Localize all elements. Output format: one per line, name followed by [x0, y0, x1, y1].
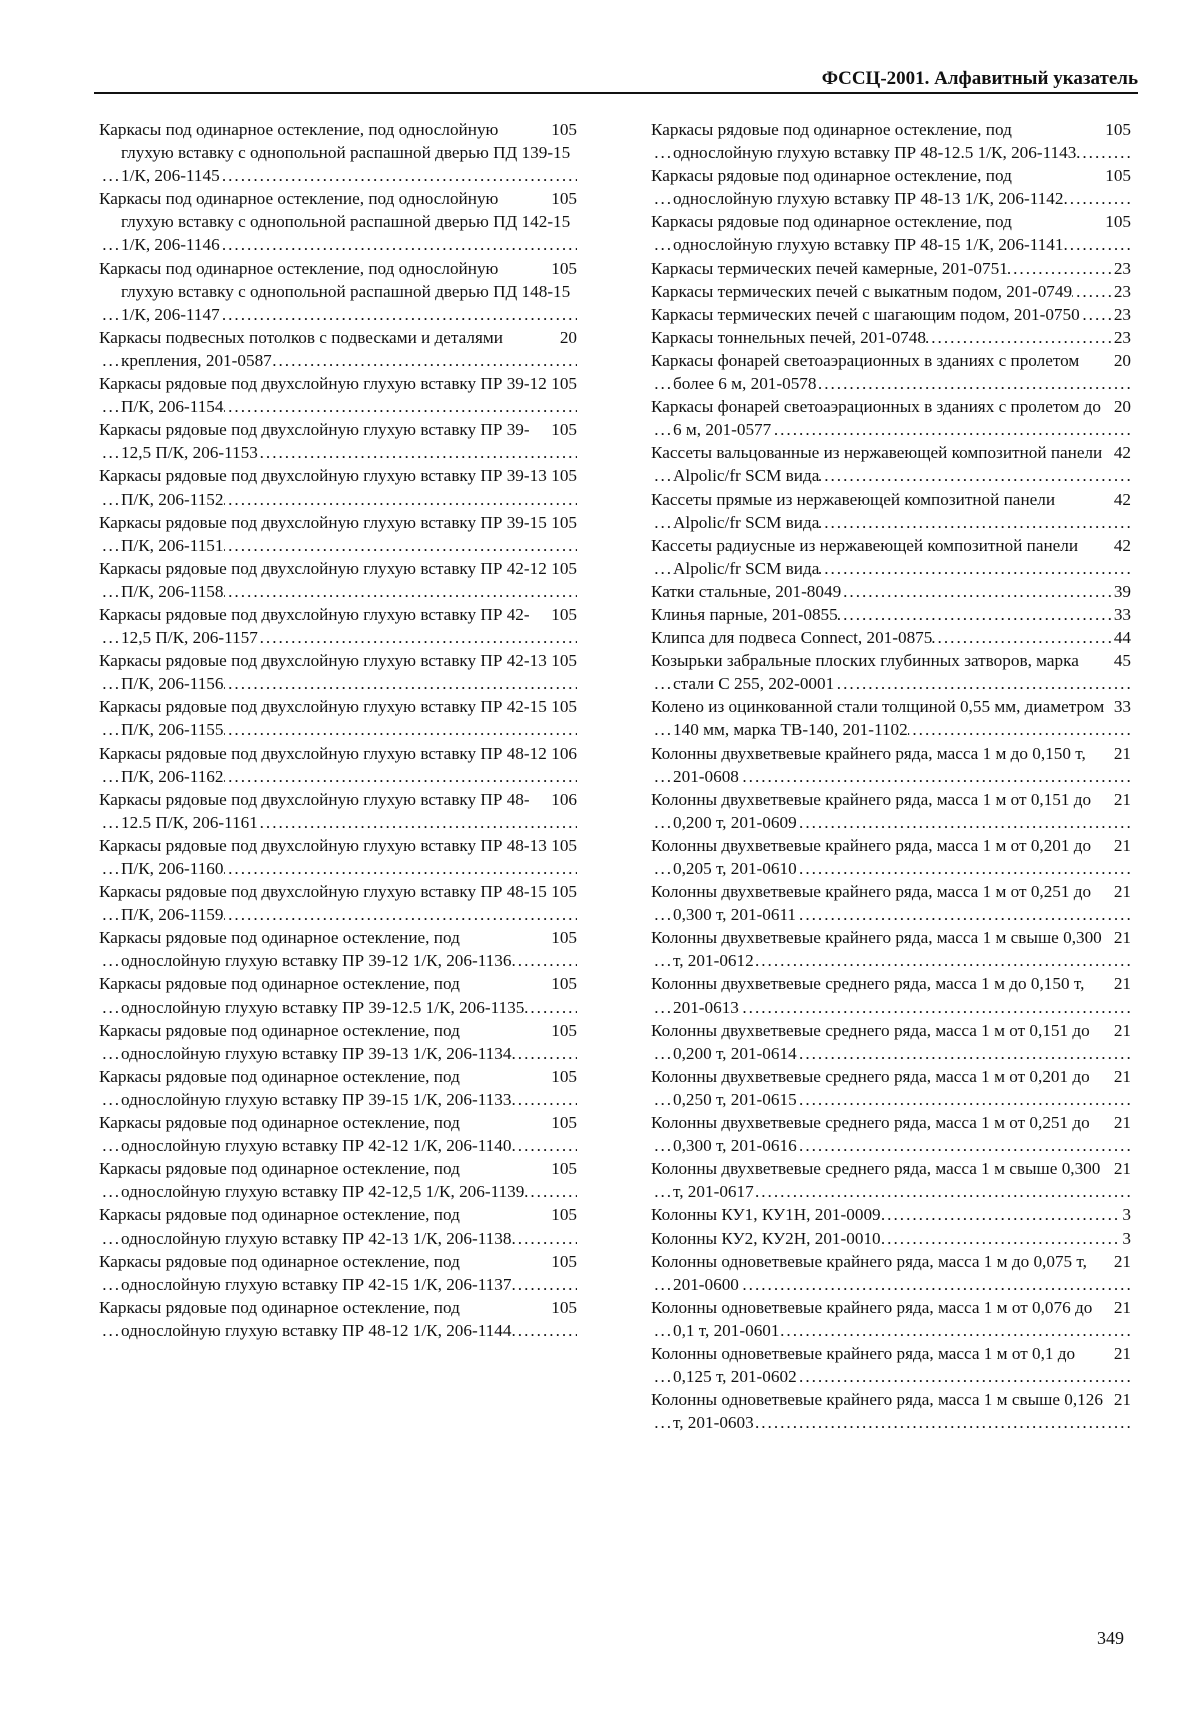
index-page-ref: 45 — [1112, 649, 1131, 672]
index-entry — [99, 557, 577, 603]
index-entry-text: Каркасы рядовые под двухслойную глухую вставку ПР 48-15 П/К, 206-1159 — [99, 882, 547, 925]
index-entry — [99, 372, 577, 418]
index-page-ref: 105 — [1103, 210, 1131, 233]
index-entry — [651, 349, 1131, 395]
index-page-ref: 105 — [549, 418, 577, 441]
index-page-ref: 105 — [549, 511, 577, 534]
index-entry — [99, 603, 577, 649]
index-entry — [651, 580, 1131, 603]
index-entry — [99, 880, 577, 926]
index-entry-text: Колонны двухветвевые крайнего ряда, масса 1 м от 0,151 до 0,200 т, 201-0609 — [651, 789, 1092, 832]
index-entry-text: Кассеты вальцованные из нержавеющей композитной панели Alpolic/fr SCM вида — [651, 443, 1103, 486]
index-page-ref: 23 — [1112, 303, 1131, 326]
index-page-ref: 105 — [549, 880, 577, 903]
index-entry — [99, 1296, 577, 1342]
index-page-ref: 105 — [549, 118, 577, 141]
index-entry-text: Каркасы тоннельных печей, 201-0748 — [651, 327, 926, 347]
index-page-ref: 105 — [549, 695, 577, 718]
index-entry-text: Колонны двухветвевые среднего ряда, масса 1 м от 0,151 до 0,200 т, 201-0614 — [651, 1020, 1090, 1063]
index-page-ref: 105 — [549, 926, 577, 949]
index-page-ref: 21 — [1112, 742, 1131, 765]
index-entry-text: Колонны КУ2, КУ2Н, 201-0010 — [651, 1228, 881, 1248]
index-entry-text: Каркасы под одинарное остекление, под однослойную глухую вставку с однопольной распашной дверью ПД 142-15 1/К, 206-1146 — [99, 189, 571, 255]
index-entry-text: Колонны одноветвевые крайнего ряда, масса 1 м до 0,075 т, 201-0600 — [651, 1251, 1087, 1294]
index-entry — [651, 880, 1131, 926]
index-page-ref: 105 — [1103, 118, 1131, 141]
index-entry-text: Колонны КУ1, КУ1Н, 201-0009 — [651, 1205, 881, 1225]
index-column-left — [99, 118, 577, 1342]
index-entry-text: Клинья парные, 201-0855 — [651, 604, 838, 624]
index-entry-text: Каркасы рядовые под двухслойную глухую вставку ПР 39-13 П/К, 206-1152 — [99, 466, 547, 509]
index-page-ref: 105 — [549, 1111, 577, 1134]
index-page-ref: 21 — [1112, 1250, 1131, 1273]
index-page-ref: 21 — [1112, 788, 1131, 811]
index-page-ref: 105 — [549, 649, 577, 672]
index-entry-text: Каркасы рядовые под одинарное остекление, под однослойную глухую вставку ПР 48-12.5 1/К, 206-1143 — [651, 120, 1077, 163]
index-entry — [651, 1388, 1131, 1434]
index-page-ref: 105 — [549, 464, 577, 487]
index-entry — [651, 210, 1131, 256]
index-entry — [651, 972, 1131, 1018]
index-entry — [651, 834, 1131, 880]
index-entry — [99, 788, 577, 834]
index-page-ref: 20 — [1112, 349, 1131, 372]
index-entry-text: Каркасы рядовые под двухслойную глухую вставку ПР 42-12,5 П/К, 206-1157 — [99, 604, 530, 648]
index-entry-text: Колонны двухветвевые крайнего ряда, масса 1 м от 0,251 до 0,300 т, 201-0611 — [651, 882, 1092, 925]
index-entry-text: Козырьки забральные плоских глубинных затворов, марка стали С 255, 202-0001 — [651, 651, 1079, 694]
index-entry-text: Каркасы рядовые под одинарное остекление, под однослойную глухую вставку ПР 39-12.5 1/К, 206-1135 — [99, 974, 525, 1017]
index-entry-text: Колонны двухветвевые крайнего ряда, масса 1 м свыше 0,300 т, 201-0612 — [651, 928, 1102, 971]
index-entry-text: Каркасы под одинарное остекление, под однослойную глухую вставку с однопольной распашной дверью ПД 139-15 1/К, 206-1145 — [99, 120, 571, 186]
index-page-ref: 105 — [549, 1296, 577, 1319]
index-entry-text: Каркасы рядовые под двухслойную глухую вставку ПР 39-12,5 П/К, 206-1153 — [99, 420, 530, 463]
index-entry-text: Каркасы рядовые под двухслойную глухую вставку ПР 48-12.5 П/К, 206-1161 — [99, 789, 530, 832]
index-entry-text: Каркасы рядовые под одинарное остекление, под однослойную глухую вставку ПР 48-13 1/К, 206-1142 — [651, 166, 1064, 209]
index-page-ref: 21 — [1112, 1296, 1131, 1319]
index-entry — [651, 1065, 1131, 1111]
index-entry-text: Каркасы рядовые под одинарное остекление, под однослойную глухую вставку ПР 48-15 1/К, 206-1141 — [651, 212, 1064, 255]
page-number: 349 — [1097, 1628, 1124, 1648]
index-entry-text: Кассеты прямые из нержавеющей композитной панели Alpolic/fr SCM вида — [651, 489, 1056, 532]
index-page-ref: 21 — [1112, 1111, 1131, 1134]
index-entry — [651, 742, 1131, 788]
index-page-ref: 20 — [1112, 395, 1131, 418]
index-entry-text: Каркасы подвесных потолков с подвесками и деталями крепления, 201-0587 — [99, 327, 503, 370]
index-entry — [651, 395, 1131, 441]
index-entry — [651, 441, 1131, 487]
index-entry — [651, 603, 1131, 626]
index-entry — [651, 1296, 1131, 1342]
index-page-ref: 105 — [549, 557, 577, 580]
index-page-ref: 21 — [1112, 972, 1131, 995]
index-entry — [651, 534, 1131, 580]
index-page-ref: 33 — [1112, 603, 1131, 626]
index-entry — [651, 1342, 1131, 1388]
index-page-ref: 42 — [1112, 441, 1131, 464]
index-entry-text: Колонны двухветвевые крайнего ряда, масса 1 м до 0,150 т, 201-0608 — [651, 743, 1086, 786]
index-entry — [99, 1111, 577, 1157]
index-entry-text: Каркасы рядовые под двухслойную глухую вставку ПР 39-12 П/К, 206-1154 — [99, 374, 547, 417]
index-entry — [651, 926, 1131, 972]
index-entry-text: Каркасы фонарей светоаэрационных в зданиях с пролетом до 6 м, 201-0577 — [651, 397, 1101, 440]
running-header — [94, 66, 1138, 94]
index-page-ref: 21 — [1112, 1019, 1131, 1042]
index-page-ref: 21 — [1112, 926, 1131, 949]
index-entry-text: Каркасы рядовые под двухслойную глухую вставку ПР 42-13 П/К, 206-1156 — [99, 651, 547, 694]
index-entry-text: Каркасы под одинарное остекление, под однослойную глухую вставку с однопольной распашной дверью ПД 148-15 1/К, 206-1147 — [99, 258, 571, 324]
index-entry — [99, 649, 577, 695]
index-page-ref: 3 — [1120, 1203, 1131, 1226]
index-page-ref: 105 — [549, 1065, 577, 1088]
index-page-ref: 20 — [558, 326, 577, 349]
index-page-ref: 105 — [549, 972, 577, 995]
index-entry-text: Колонны двухветвевые крайнего ряда, масса 1 м от 0,201 до 0,205 т, 201-0610 — [651, 835, 1092, 878]
index-entry-text: Каркасы рядовые под двухслойную глухую вставку ПР 48-13 П/К, 206-1160 — [99, 835, 547, 878]
index-entry-text: Колонны двухветвевые среднего ряда, масса 1 м до 0,150 т, 201-0613 — [651, 974, 1085, 1017]
index-page-ref: 105 — [549, 1157, 577, 1180]
index-entry-text: Каркасы фонарей светоаэрационных в зданиях с пролетом более 6 м, 201-0578 — [651, 350, 1080, 394]
index-entry — [99, 511, 577, 557]
index-entry-text: Кассеты радиусные из нержавеющей композитной панели Alpolic/fr SCM вида — [651, 535, 1079, 578]
index-entry-text: Каркасы рядовые под одинарное остекление, под однослойную глухую вставку ПР 48-12 1/К, 206-1144 — [99, 1297, 512, 1340]
index-entry — [651, 488, 1131, 534]
index-entry-text: Каркасы рядовые под одинарное остекление, под однослойную глухую вставку ПР 39-15 1/К, 206-1133 — [99, 1066, 512, 1109]
index-page-ref: 21 — [1112, 1388, 1131, 1411]
index-entry-text: Каркасы рядовые под одинарное остекление, под однослойную глухую вставку ПР 42-12 1/К, 206-1140 — [99, 1113, 512, 1156]
index-column-right — [651, 118, 1131, 1434]
index-page-ref: 105 — [1103, 164, 1131, 187]
index-entry-text: Катки стальные, 201-8049 — [651, 581, 842, 601]
index-entry-text: Каркасы рядовые под одинарное остекление, под однослойную глухую вставку ПР 42-13 1/К, 206-1138 — [99, 1205, 512, 1248]
index-entry-text: Каркасы рядовые под одинарное остекление, под однослойную глухую вставку ПР 39-12 1/К, 206-1136 — [99, 928, 512, 971]
index-entry-text: Каркасы рядовые под одинарное остекление, под однослойную глухую вставку ПР 42-15 1/К, 206-1137 — [99, 1251, 512, 1294]
index-entry — [99, 972, 577, 1018]
index-entry-text: Колонны двухветвевые среднего ряда, масса 1 м свыше 0,300 т, 201-0617 — [651, 1159, 1101, 1202]
index-entry — [99, 1065, 577, 1111]
index-entry — [651, 257, 1131, 280]
index-page-ref: 105 — [549, 834, 577, 857]
index-entry-text: Каркасы рядовые под двухслойную глухую вставку ПР 39-15 П/К, 206-1151 — [99, 512, 547, 555]
index-entry — [99, 418, 577, 464]
index-entry — [99, 1250, 577, 1296]
index-entry — [99, 326, 577, 372]
index-entry — [651, 1203, 1131, 1226]
index-entry — [99, 1019, 577, 1065]
index-page-ref: 105 — [549, 1019, 577, 1042]
index-page-ref: 106 — [549, 742, 577, 765]
index-page-ref: 21 — [1112, 1342, 1131, 1365]
index-entry-text: Клипса для подвеса Connect, 201-0875 — [651, 628, 933, 648]
index-page-ref: 23 — [1112, 257, 1131, 280]
index-entry-text: Колонны одноветвевые крайнего ряда, масса 1 м от 0,1 до 0,125 т, 201-0602 — [651, 1343, 1076, 1387]
index-entry-text: Колено из оцинкованной стали толщиной 0,55 мм, диаметром 140 мм, марка ТВ-140, 201-1102 — [651, 697, 1105, 740]
index-page-ref: 21 — [1112, 1157, 1131, 1180]
index-page-ref: 105 — [549, 372, 577, 395]
index-page-ref: 105 — [549, 257, 577, 280]
index-entry-text: Колонны двухветвевые среднего ряда, масса 1 м от 0,251 до 0,300 т, 201-0616 — [651, 1113, 1090, 1156]
index-entry — [99, 1203, 577, 1249]
index-entry-text: Каркасы рядовые под двухслойную глухую вставку ПР 42-12 П/К, 206-1158 — [99, 558, 547, 601]
index-entry — [99, 742, 577, 788]
index-page-ref: 42 — [1112, 534, 1131, 557]
index-entry — [651, 303, 1131, 326]
index-page-ref: 3 — [1120, 1227, 1131, 1250]
index-page-ref: 33 — [1112, 695, 1131, 718]
index-entry — [651, 164, 1131, 210]
index-page-ref: 44 — [1112, 626, 1131, 649]
index-page-ref: 105 — [549, 603, 577, 626]
index-page-ref: 106 — [549, 788, 577, 811]
index-page-ref: 21 — [1112, 880, 1131, 903]
index-entry-text: Каркасы рядовые под двухслойную глухую вставку ПР 48-12 П/К, 206-1162 — [99, 743, 547, 786]
index-entry — [651, 280, 1131, 303]
index-entry — [651, 626, 1131, 649]
index-entry — [651, 1019, 1131, 1065]
index-entry-text: Каркасы термических печей с выкатным подом, 201-0749 — [651, 281, 1073, 301]
index-entry — [99, 834, 577, 880]
index-entry — [651, 1111, 1131, 1157]
index-page-ref: 42 — [1112, 488, 1131, 511]
index-entry — [99, 926, 577, 972]
index-entry — [99, 1157, 577, 1203]
index-entry-text: Каркасы рядовые под одинарное остекление, под однослойную глухую вставку ПР 42-12,5 1/К, 206-1139 — [99, 1159, 525, 1202]
index-page-ref: 105 — [549, 1250, 577, 1273]
index-page-ref: 105 — [549, 1203, 577, 1226]
index-entry — [651, 695, 1131, 741]
index-entry-text: Каркасы рядовые под двухслойную глухую вставку ПР 42-15 П/К, 206-1155 — [99, 697, 547, 740]
index-entry-text: Колонны одноветвевые крайнего ряда, масса 1 м от 0,076 до 0,1 т, 201-0601 — [651, 1297, 1093, 1340]
index-page-ref: 23 — [1112, 326, 1131, 349]
index-entry — [651, 788, 1131, 834]
index-entry-text: Каркасы термических печей камерные, 201-0751 — [651, 258, 1008, 278]
index-entry — [99, 464, 577, 510]
index-page-ref: 39 — [1112, 580, 1131, 603]
index-entry — [651, 649, 1131, 695]
index-entry — [99, 118, 577, 187]
index-entry-text: Колонны одноветвевые крайнего ряда, масса 1 м свыше 0,126 т, 201-0603 — [651, 1390, 1103, 1433]
index-page-ref: 21 — [1112, 1065, 1131, 1088]
index-entry-text: Каркасы рядовые под одинарное остекление, под однослойную глухую вставку ПР 39-13 1/К, 206-1134 — [99, 1020, 512, 1063]
index-page-ref: 105 — [549, 187, 577, 210]
index-entry — [99, 187, 577, 256]
index-entry-text: Колонны двухветвевые среднего ряда, масса 1 м от 0,201 до 0,250 т, 201-0615 — [651, 1066, 1090, 1109]
index-page-ref: 23 — [1112, 280, 1131, 303]
index-entry — [651, 326, 1131, 349]
index-entry — [651, 1250, 1131, 1296]
index-entry — [651, 1227, 1131, 1250]
header-title: ФССЦ-2001. Алфавитный указатель — [821, 68, 1138, 89]
index-entry — [651, 118, 1131, 164]
index-page-ref: 21 — [1112, 834, 1131, 857]
index-entry-text: Каркасы термических печей с шагающим подом, 201-0750 — [651, 304, 1080, 324]
index-entry — [99, 695, 577, 741]
index-entry — [651, 1157, 1131, 1203]
index-entry — [99, 257, 577, 326]
